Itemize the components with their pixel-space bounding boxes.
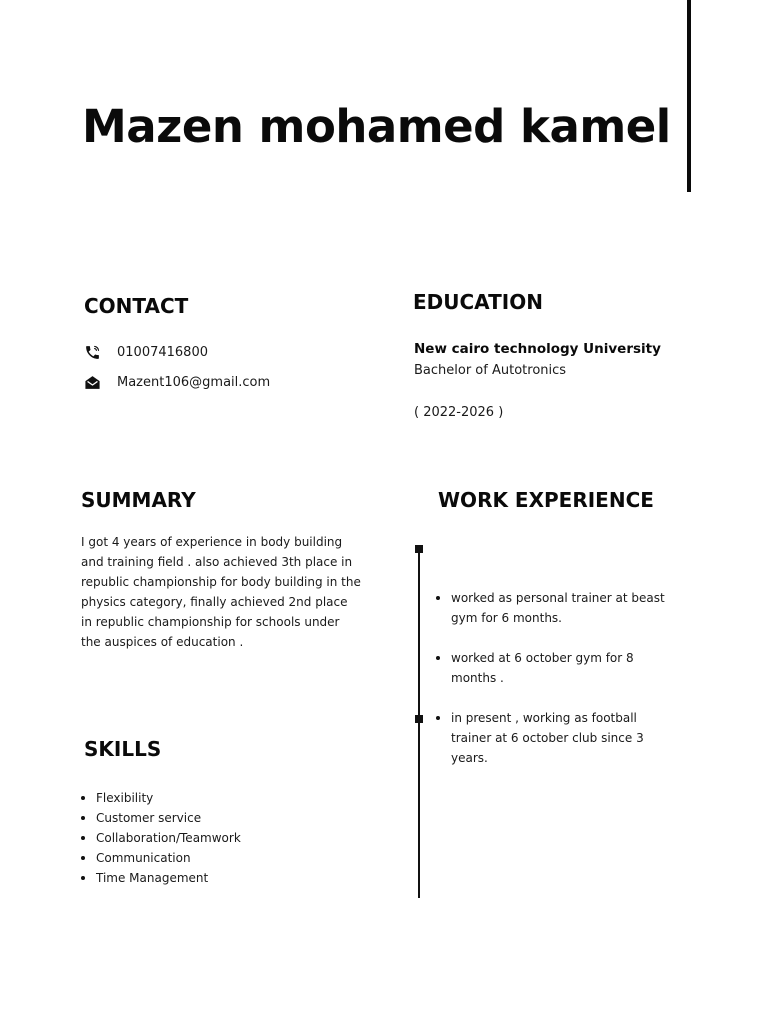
timeline-line [418,548,420,898]
contact-phone: 01007416800 [117,344,208,360]
education-university: New cairo technology University [414,341,661,357]
timeline-marker [415,545,423,553]
timeline-marker [415,715,423,723]
skills-heading: SKILLS [84,737,162,761]
header-vertical-rule [687,0,691,192]
envelope-icon [84,374,104,390]
skill-item: Collaboration/Teamwork [81,828,241,848]
contact-phone-row [84,344,208,360]
skill-item: Time Management [81,868,241,888]
summary-text: I got 4 years of experience in body building and training field . also achieved 3th place in republic championship for body building in the physics category, finally achieved 2nd place in republic championship for schools under the auspices of education . [81,535,361,649]
work-item: in present , working as football trainer at 6 october club since 3 years. [436,708,676,768]
skill-item: Communication [81,848,241,868]
work-item: worked as personal trainer at beast gym for 6 months. [436,588,676,628]
contact-email[interactable]: Mazent106@gmail.com [117,374,271,390]
work-experience-heading: WORK EXPERIENCE [438,488,654,512]
contact-heading: CONTACT [84,294,189,318]
phone-icon [84,344,104,360]
education-degree: Bachelor of Autotronics [414,363,567,378]
contact-email-row [84,374,270,390]
education-years: ( 2022-2026 ) [414,405,504,420]
work-item: worked at 6 october gym for 8 months . [436,648,676,688]
skill-item: Flexibility [81,788,241,808]
summary-heading: SUMMARY [81,488,196,512]
skill-item: Customer service [81,808,241,828]
candidate-name: Mazen mohamed kamel [82,100,671,153]
work-experience-list [436,588,676,788]
education-heading: EDUCATION [413,290,543,314]
skills-list [81,788,241,888]
